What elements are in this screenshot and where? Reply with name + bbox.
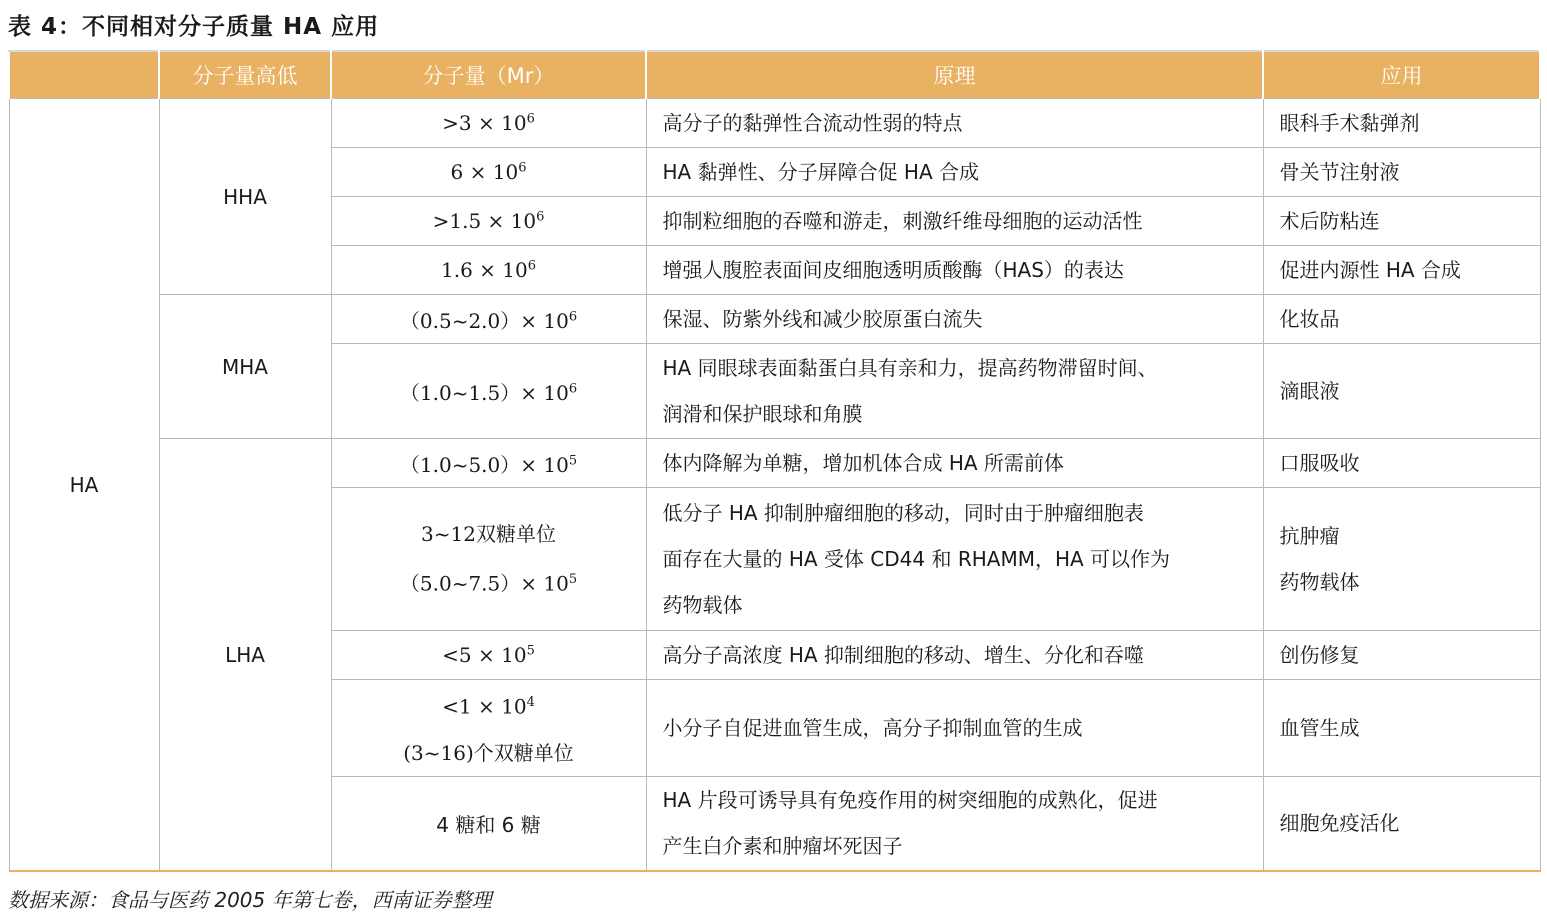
mr-cell: $6 \times 10^6$ [331,148,646,197]
principle-cell [646,488,1263,631]
principle-line: HA 同眼球表面黏蛋白具有亲和力，提高药物滞留时间、 [662,356,1158,380]
principle-line: 面存在大量的 HA 受体 CD44 和 RHAMM，HA 可以作为 [662,547,1171,571]
header-principle: 原理 [646,51,1263,99]
application-cell [1263,488,1540,631]
mr-cell: $>3 \times 10^6$ [331,99,646,148]
principle-cell: 高分子的黏弹性合流动性弱的特点 [646,99,1263,148]
group-hha: HHA [159,99,331,295]
header-mw-level: 分子量高低 [159,51,331,99]
application-line: 抗肿瘤 [1279,524,1340,548]
mr-cell: （1.0~1.5）× $10^6$ [331,344,646,439]
mr-line: 3~12双糖单位 [421,522,556,547]
mr-line: （5.0~7.5）× $10^5$ [399,571,578,596]
mr-cell: （0.5~2.0）× $10^6$ [331,295,646,344]
principle-line: HA 片段可诱导具有免疫作用的树突细胞的成熟化，促进 [662,788,1158,813]
mr-cell: $>1.5 \times 10^6$ [331,197,646,246]
application-cell: 创伤修复 [1263,631,1540,680]
principle-cell: 抑制粒细胞的吞噬和游走，刺激纤维母细胞的运动活性 [646,197,1263,246]
application-cell: 细胞免疫活化 [1263,776,1540,871]
application-cell: 滴眼液 [1263,344,1540,439]
table-row [9,295,1540,344]
table-header-row [9,51,1540,99]
mr-line: $<1 \times 10^4$ [442,694,535,719]
mr-cell [331,680,646,777]
mr-cell: 4 糖和 6 糖 [331,776,646,871]
group-lha: LHA [159,439,331,872]
mr-line: (3~16)个双糖单位 [403,740,574,765]
principle-cell: HA 黏弹性、分子屏障合促 HA 合成 [646,148,1263,197]
header-mr: 分子量（Mr） [331,51,646,99]
table-caption: 表 4：不同相对分子质量 HA 应用 [8,14,380,40]
ha-application-table [8,50,1541,872]
header-application: 应用 [1263,51,1540,99]
table-row [9,439,1540,488]
principle-cell: 保湿、防紫外线和减少胶原蛋白流失 [646,295,1263,344]
application-cell: 骨关节注射液 [1263,148,1540,197]
application-cell: 促进内源性 HA 合成 [1263,246,1540,295]
table-row [9,99,1540,148]
application-cell: 口服吸收 [1263,439,1540,488]
principle-cell: 小分子自促进血管生成，高分子抑制血管的生成 [646,680,1263,777]
mr-cell: $<5 \times 10^5$ [331,631,646,680]
principle-line: 低分子 HA 抑制肿瘤细胞的移动，同时由于肿瘤细胞表 [662,501,1144,525]
principle-cell: 增强人腹腔表面间皮细胞透明质酸酶（HAS）的表达 [646,246,1263,295]
header-empty [9,51,159,99]
application-cell: 术后防粘连 [1263,197,1540,246]
principle-cell: 高分子高浓度 HA 抑制细胞的移动、增生、分化和吞噬 [646,631,1263,680]
mr-cell [331,488,646,631]
principle-cell [646,344,1263,439]
application-cell: 化妆品 [1263,295,1540,344]
principle-line: 润滑和保护眼球和角膜 [662,402,863,426]
application-cell: 血管生成 [1263,680,1540,777]
principle-line: 产生白介素和肿瘤坏死因子 [662,834,903,859]
principle-cell [646,776,1263,871]
group-mha: MHA [159,295,331,439]
principle-line: 药物载体 [662,593,743,617]
mr-cell: （1.0~5.0）× $10^5$ [331,439,646,488]
application-cell: 眼科手术黏弹剂 [1263,99,1540,148]
application-line: 药物载体 [1279,570,1360,594]
source-note: 数据来源：食品与医药 2005 年第七卷，西南证券整理 [8,888,492,912]
mr-cell: $1.6 \times 10^6$ [331,246,646,295]
ha-cell: HA [9,99,159,872]
principle-cell: 体内降解为单糖，增加机体合成 HA 所需前体 [646,439,1263,488]
